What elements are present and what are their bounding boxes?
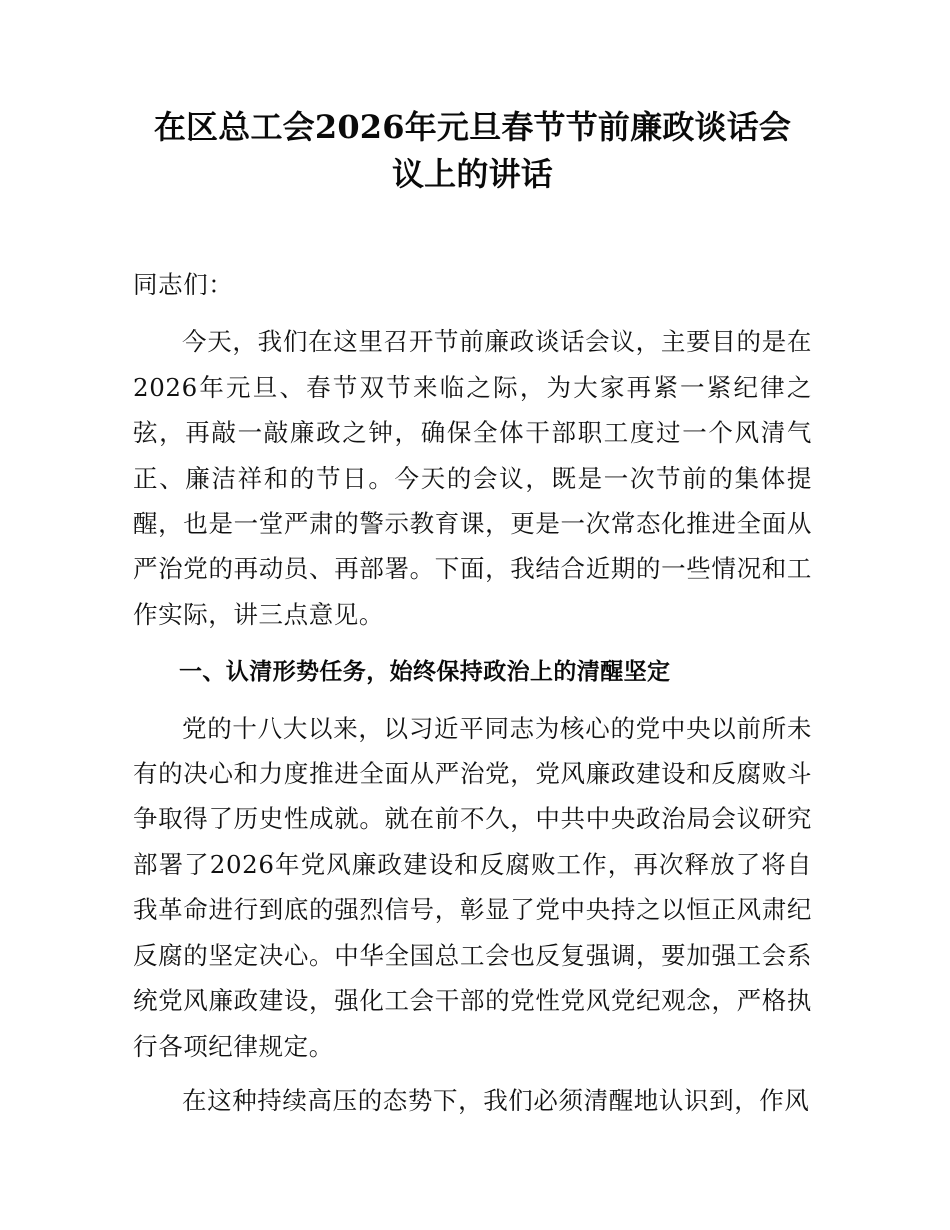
page-title	[133, 104, 812, 198]
heading-top-spacer	[133, 637, 812, 650]
salutation-line: 同志们：	[133, 270, 234, 299]
heading-bottom-spacer	[133, 696, 812, 706]
paragraph-spacer	[133, 1069, 812, 1078]
document-body	[133, 262, 812, 1123]
page-title-line-1: 在区总工会2026年元旦春节节前廉政谈话会	[153, 108, 792, 146]
section-heading-1: 一、认清形势任务，始终保持政治上的清醒坚定	[179, 659, 671, 686]
body-paragraph-2: 党的十八大以来，以习近平同志为核心的党中央以前所未有的决心和力度推进全面从严治党，党风廉政建设和反腐败斗争取得了历史性成就。就在前不久，中共中央政治局会议研究部署了2026年党风廉政建设和反腐败工作，再次释放了将自我革命进行到底的强烈信号，彰显了党中央持之以恒正风肃纪反腐的坚定决心。中华全国总工会也反复强调，要加强工会系统党风廉政建设，强化工会干部的党性党风党纪观念，严格执行各项纪律规定。	[133, 713, 812, 1061]
body-paragraph-1: 今天，我们在这里召开节前廉政谈话会议，主要目的是在2026年元旦、春节双节来临之际，为大家再紧一紧纪律之弦，再敲一敲廉政之钟，确保全体干部职工度过一个风清气正、廉洁祥和的节日。今天的会议，既是一次节前的集体提醒，也是一堂严肃的警示教育课，更是一次常态化推进全面从严治党的再动员、再部署。下面，我结合近期的一些情况和工作实际，讲三点意见。	[133, 327, 812, 629]
body-paragraph-3: 在这种持续高压的态势下，我们必须清醒地认识到，作风	[182, 1085, 810, 1115]
page-title-line-2: 议上的讲话	[391, 155, 553, 193]
